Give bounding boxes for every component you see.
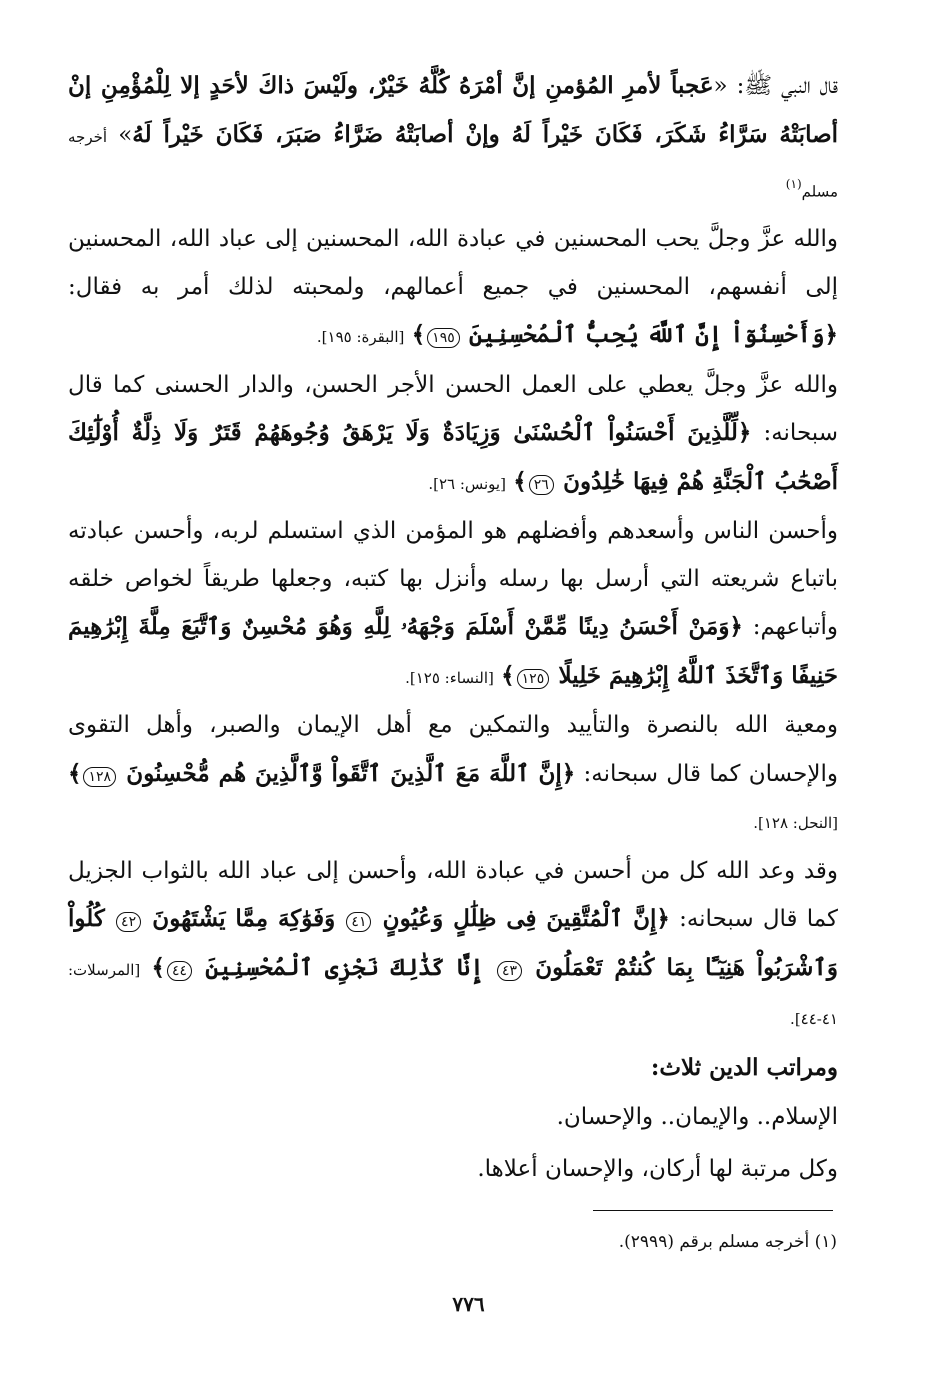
paragraph-hadith: [68, 62, 838, 216]
paragraph-reward: [68, 362, 838, 509]
hadith-close: »: [107, 121, 133, 148]
paragraph-text: والله عزَّ وجلَّ يحب المحسنين في عبادة الله، المحسنين إلى عباد الله، المحسنين إلى أنفسهم، المحسنين في جميع أعمالهم، ولمحبته لذلك أمر به فقال:: [68, 226, 838, 300]
pillars-line: وكل مرتبة لها أركان، والإحسان أعلاها.: [477, 1156, 838, 1183]
verse-number: ١٢٨: [83, 767, 116, 787]
verse-close-bracket: ﴾: [151, 953, 165, 981]
paragraph-love-of-ihsan: [68, 216, 838, 362]
quran-verse: ﴿لِّلَّذِينَ أَحْسَنُواْ ٱلْحُسْنَىٰ وَزِيَادَةٌ وَلَا يَرْهَقُ وُجُوهَهُمْ قَتَرٌ وَلَا ذِلَّةٌ أُوْلَٰٓئِكَ أَصْحَٰبُ ٱلْجَنَّةِ هُمْ فِيهَا خَٰلِدُونَ: [68, 419, 838, 495]
quran-verse: وَفَوَٰكِهَ مِمَّا يَشْتَهُونَ: [152, 905, 336, 933]
verse-number: ٤١: [346, 912, 371, 932]
verse-close-bracket: ﴾: [68, 759, 82, 787]
hadith-text: عَجباً لأمرِ المُؤمنِ إنَّ أمْرَهُ كُلَّهُ خَيْرٌ، ولَيْسَ ذاكَ لأحَدٍ إلا لِلْمُؤْمِنِ إنْ أصابَتْهُ سَرَّاءُ شَكَرَ، فَكَانَ خَيْراً لَهُ وإنْ أصابَتْهُ ضَرَّاءُ صَبَرَ، فَكَانَ خَيْراً لَهُ: [68, 72, 838, 148]
paragraph-text: والله عزَّ وجلَّ يعطي على العمل الحسن الأجر الحسن، والدار الحسنى كما قال سبحانه:: [68, 371, 839, 447]
quran-verse: ﴿وَأَحْسِنُوٓاْ إِنَّ ٱللَّهَ يُحِبُّ ٱلْمُحْسِنِينَ: [469, 321, 838, 349]
verse-reference: [البقرة: ١٩٥].: [316, 328, 405, 347]
verse-reference: [النساء: ١٢٥].: [405, 668, 494, 687]
verse-reference: [المرسلات: ٤١-٤٤].: [68, 960, 838, 1029]
verse-number: ١٢٥: [517, 669, 550, 689]
quran-verse: ﴿إِنَّ ٱلْمُتَّقِينَ فِى ظِلَٰلٍ وَعُيُونٍ: [382, 905, 670, 933]
verse-reference: [يونس: ٢٦].: [428, 474, 506, 493]
verse-close-bracket: ﴾: [501, 661, 515, 689]
quran-verse: إِنَّا كَذَٰلِكَ نَجْزِى ٱلْمُحْسِنِينَ: [205, 953, 484, 981]
page-body: [68, 62, 838, 1195]
verse-number: ٤٤: [167, 961, 192, 981]
verse-number: ٤٢: [116, 912, 141, 932]
section-heading: ومراتب الدين ثلاث:: [650, 1053, 838, 1081]
verse-close-bracket: ﴾: [411, 321, 426, 349]
hadith-reference: أخرجه مسلم: [68, 127, 838, 201]
levels-line: الإسلام.. والإيمان.. والإحسان.: [556, 1104, 838, 1131]
quran-verse: ﴿إِنَّ ٱللَّهَ مَعَ ٱلَّذِينَ ٱتَّقَواْ وَّٱلَّذِينَ هُم مُّحْسِنُونَ: [126, 759, 576, 787]
paragraph-text: وأحسن الناس وأسعدهم وأفضلهم هو المؤمن الذي استسلم لربه، وأحسن عبادته باتباع شريعته التي أرسل بها رسله وأنزل بها كتبه، وجعلها طريقاً لخواص خلقه وأتباعهم:: [68, 518, 838, 641]
hadith-intro: قال النبي ﷺ: «: [713, 73, 838, 99]
paragraph-text: وقد وعد الله كل من أحسن في عبادة الله، وأحسن إلى عباد الله بالثواب الجزيل كما قال سبحانه:: [68, 857, 838, 933]
quran-verse: كُلُواْ وَٱشْرَبُواْ هَنِيٓـًٔا بِمَا كُنتُمْ تَعْمَلُونَ: [68, 905, 839, 981]
verse-reference: [النحل: ١٢٨].: [753, 814, 838, 833]
paragraph-divine-company: [68, 702, 838, 848]
verse-number: ١٩٥: [427, 328, 460, 348]
paragraph-promise: [68, 848, 838, 1044]
footnote-divider: [593, 1210, 833, 1211]
footnote-marker: (١): [785, 177, 802, 191]
verse-close-bracket: ﴾: [513, 467, 527, 495]
paragraph-best-people: [68, 508, 838, 702]
verse-number: ٢٦: [529, 475, 554, 495]
page-number: ٧٧٦: [452, 1292, 485, 1316]
quran-verse: ﴿وَمَنْ أَحْسَنُ دِينًا مِّمَّنْ أَسْلَمَ وَجْهَهُۥ لِلَّهِ وَهُوَ مُحْسِنٌ وَٱتَّبَعَ مِلَّةَ إِبْرَٰهِيمَ حَنِيفًا وَٱتَّخَذَ ٱللَّهُ إِبْرَٰهِيمَ خَلِيلًا: [68, 613, 838, 689]
footnote: (١) أخرجه مسلم برقم (٢٩٩٩).: [618, 1232, 837, 1252]
paragraph-text: ومعية الله بالنصرة والتأييد والتمكين مع أهل الإيمان والصبر، وأهل التقوى والإحسان كما قال سبحانه:: [68, 712, 838, 787]
verse-number: ٤٣: [497, 961, 522, 981]
